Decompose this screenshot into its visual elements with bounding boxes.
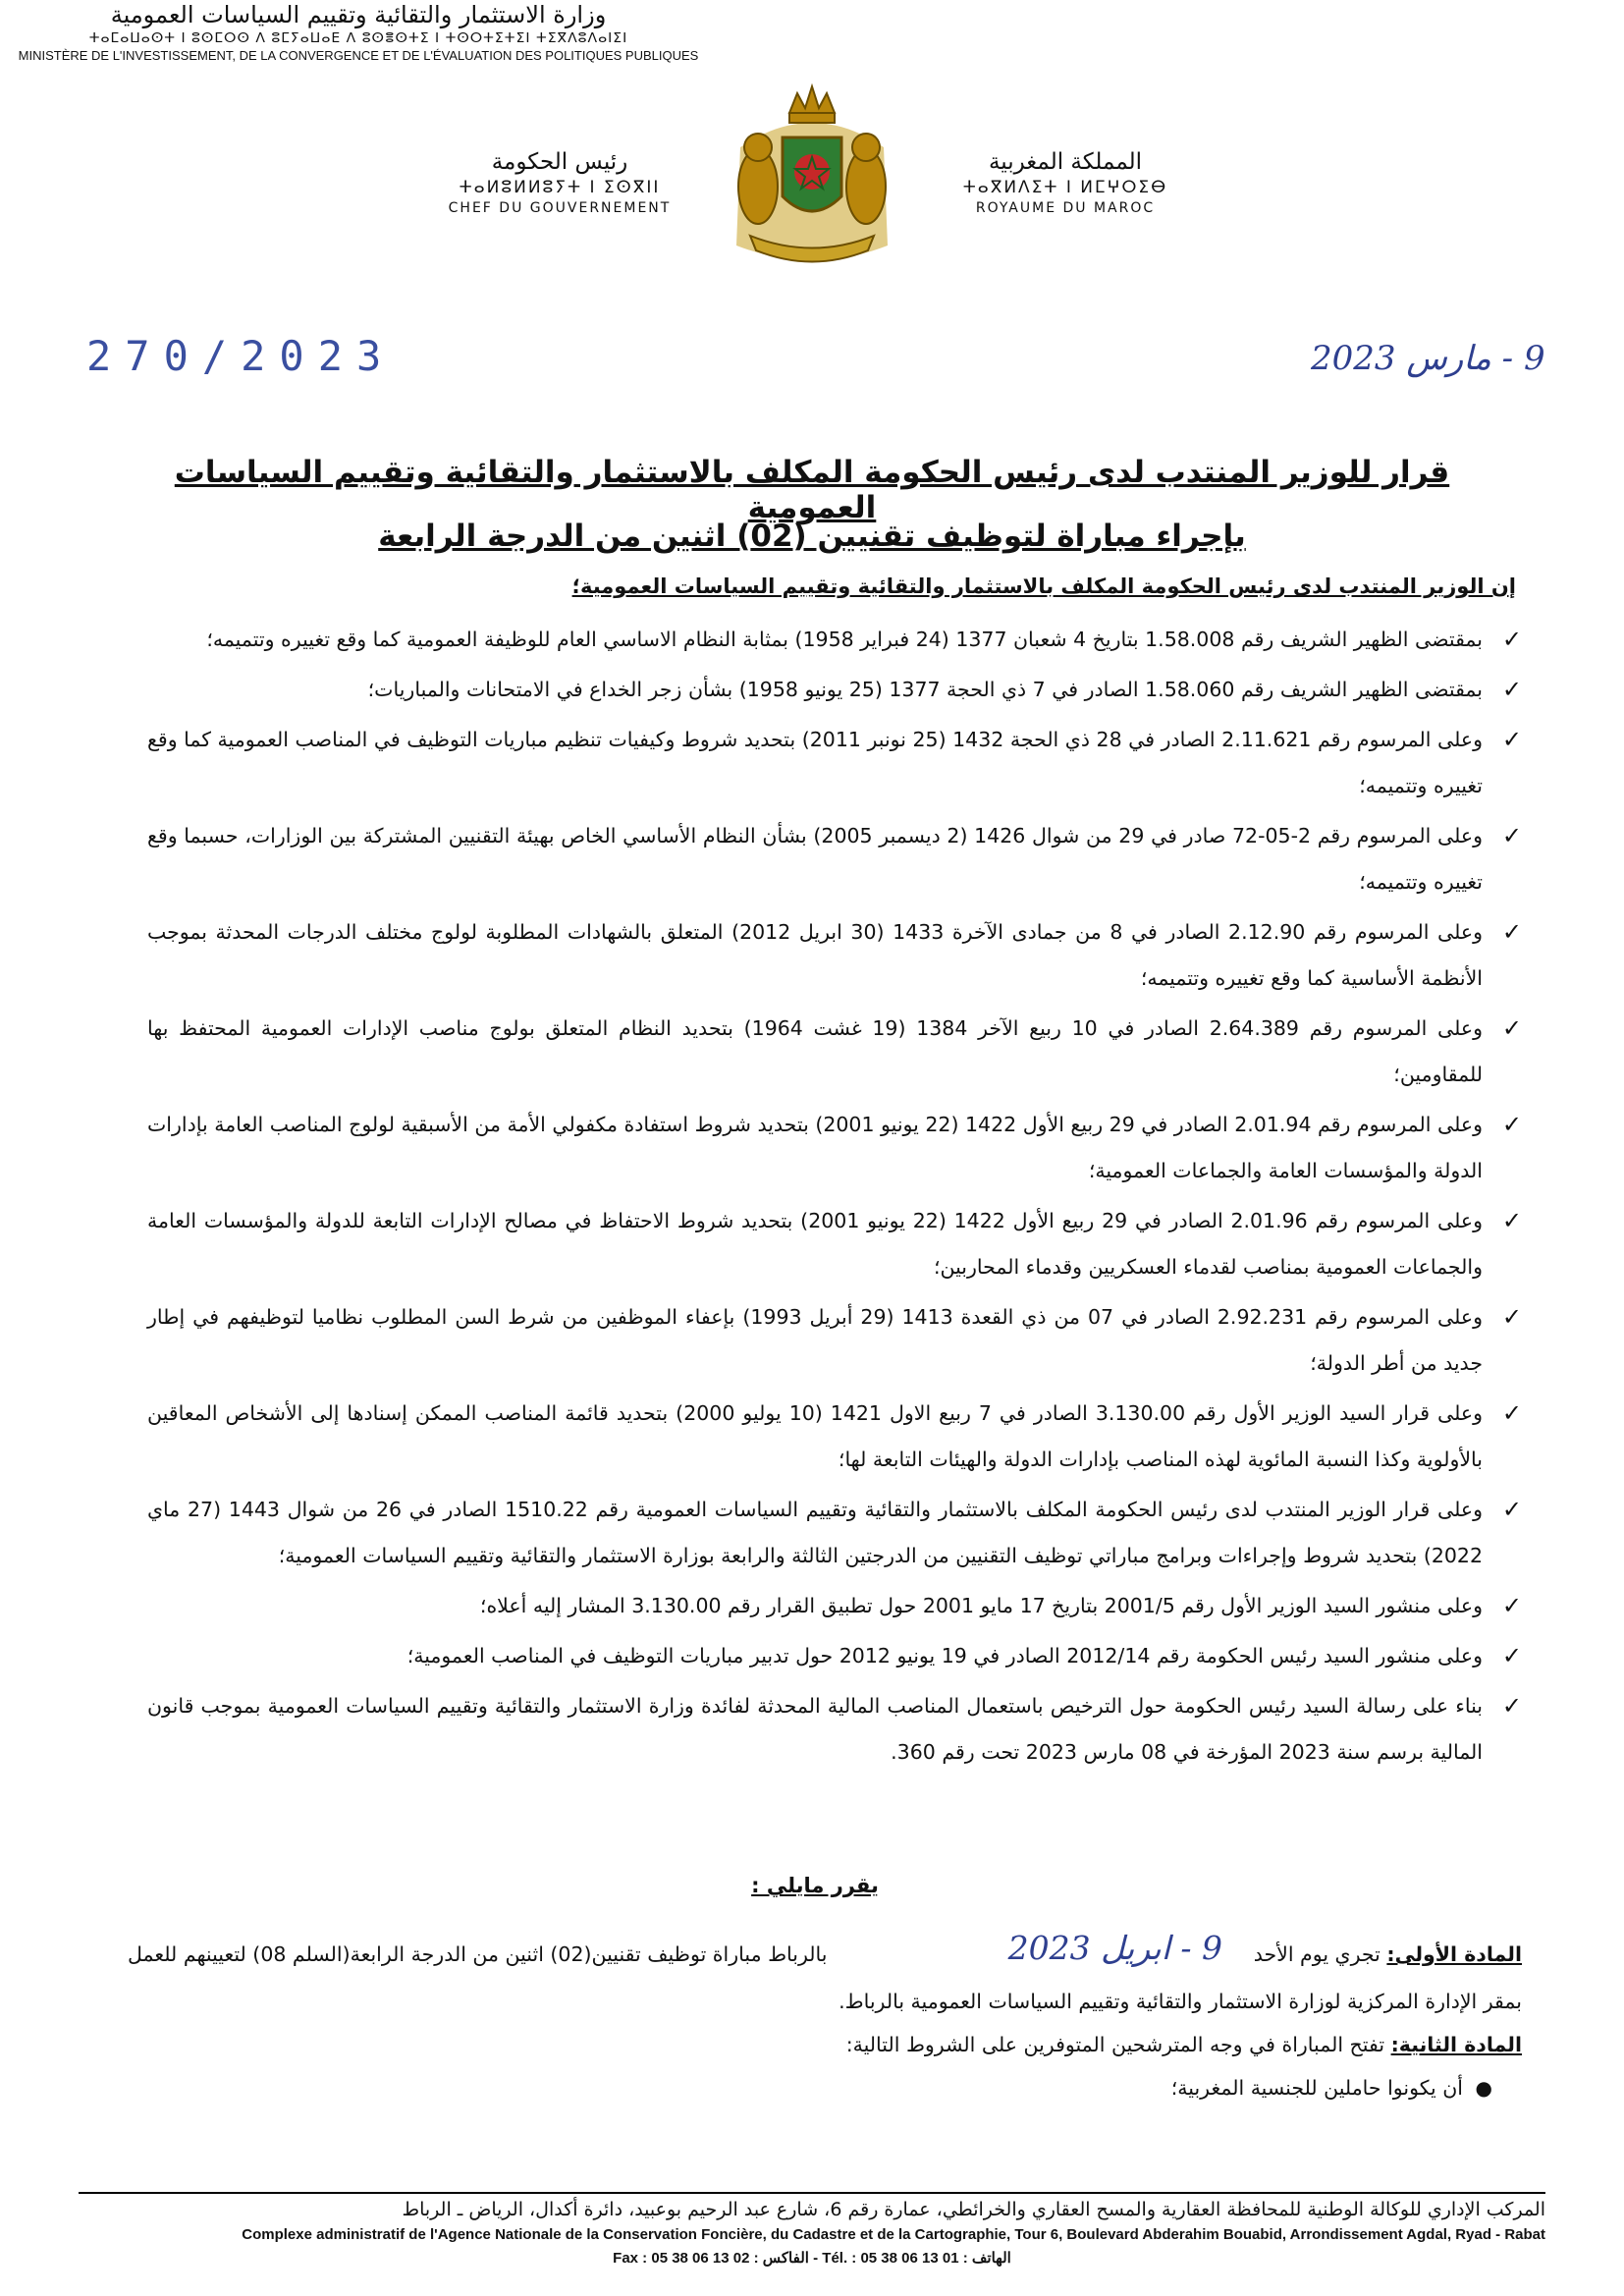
- list-item: ✓ وعلى المرسوم رقم 2.01.94 الصادر في 29 ربيع الأول 1422 (22 يونيو 2001) بتحديد شروط استفادة مكفولي الأمة من الأسبقية لولوج المناصب العامة بإدارات الدولة والمؤسسات العامة والجماعات العمومية؛: [147, 1102, 1522, 1194]
- list-item: ✓ وعلى المرسوم رقم 2.12.90 الصادر في 8 من جمادى الآخرة 1433 (30 ابريل 2012) المتعلق بالشهادات المطلوبة لولوج مختلف الدرجات المحدثة بموجب الأنظمة الأساسية كما وقع تغييره وتتميمه؛: [147, 909, 1522, 1002]
- checkmark-icon: ✓: [1501, 918, 1522, 946]
- list-item: ✓ بمقتضى الظهير الشريف رقم 1.58.008 بتاريخ 4 شعبان 1377 (24 فبراير 1958) بمثابة النظام الاساسي العام للوظيفة العمومية كما وقع تغييره وتتميمه؛: [147, 617, 1522, 663]
- ministry-header: [0, 0, 717, 65]
- checkmark-icon: ✓: [1501, 1111, 1522, 1138]
- article1-text-continued: بالرباط مباراة توظيف تقنيين(02) اثنين من الدرجة الرابعة(السلم 08) لتعيينهم للعمل: [128, 1942, 828, 1966]
- list-item: ✓ وعلى قرار الوزير المنتدب لدى رئيس الحكومة المكلف بالاستثمار والتقائية وتقييم السياسات العمومية رقم 1510.22 الصادر في 26 من شوال 1443 (27 ماي 2022) بتحديد شروط وإجراءات وبرامج مباراتي توظيف التقنيين من الدرجتين الثالثة والرابعة بوزارة الاستثمار والتقائية وتقييم السياسات العمومية؛: [147, 1487, 1522, 1579]
- checkmark-icon: ✓: [1501, 676, 1522, 703]
- article2-label: المادة الثانية:: [1390, 2033, 1522, 2056]
- checkmark-icon: ✓: [1501, 1303, 1522, 1331]
- coat-of-arms-icon: [721, 79, 903, 275]
- footer-address-ar: المركب الإداري للوكالة الوطنية للمحافظة العقارية والمسح العقاري والخرائطي، عمارة رقم 6، شارع عبد الرحيم بوعبيد، دائرة أكدال، الرياض ـ الرباط: [402, 2199, 1545, 2220]
- royaume-header: [943, 147, 1188, 218]
- ministry-ar: وزارة الاستثمار والتقائية وتقييم السياسات العمومية: [110, 1, 607, 28]
- checkmark-icon: ✓: [1501, 1399, 1522, 1427]
- checkmark-icon: ✓: [1501, 726, 1522, 753]
- list-item: ✓ وعلى قرار السيد الوزير الأول رقم 3.130.00 الصادر في 7 ربيع الاول 1421 (10 يوليو 2000) بتحديد قائمة المناصب الممكن إسنادها إلى الأشخاص المعاقين بالأولوية وكذا النسبة المائوية لهذه المناصب بإدارات الدولة والهيئات التابعة لها؛: [147, 1391, 1522, 1483]
- ministry-fr: MINISTÈRE DE L'INVESTISSEMENT, DE LA CONVERGENCE ET DE L'ÉVALUATION DES POLITIQUES PUBLIQUES: [18, 48, 699, 63]
- list-item: ✓ وعلى المرسوم رقم 2-05-72 صادر في 29 من شوال 1426 (2 ديسمبر 2005) بشأن النظام الأساسي الخاص بهيئة التقنيين المشتركة بين الوزارات، حسبما وقع تغييره وتتميمه؛: [147, 813, 1522, 905]
- chef-gouvernement-fr: CHEF DU GOUVERNEMENT: [448, 200, 672, 216]
- list-item: ✓ وعلى المرسوم رقم 2.01.96 الصادر في 29 ربيع الأول 1422 (22 يونيو 2001) بتحديد شروط الاحتفاظ في مصالح الإدارات التابعة للدولة والمؤسسات العامة والجماعات العمومية بمناصب لقدماء العسكريين وقدماء المحاربين؛: [147, 1198, 1522, 1290]
- article1-date-stamp: 9 - ابريل 2023: [1007, 1929, 1222, 1967]
- list-item: ✓ وعلى المرسوم رقم 2.11.621 الصادر في 28 ذي الحجة 1432 (25 نونبر 2011) بتحديد شروط وكيفيات تنظيم مباريات التوظيف في المناصب العمومية كما وقع تغييره وتتميمه؛: [147, 717, 1522, 809]
- list-item: ✓ وعلى المرسوم رقم 2.92.231 الصادر في 07 من ذي القعدة 1413 (29 أبريل 1993) بإعفاء الموظفين من شرط السن المطلوب نظاميا لتوظيفهم في إطار جديد من أطر الدولة؛: [147, 1294, 1522, 1387]
- reference-number: 270/2023: [86, 332, 396, 380]
- list-item: ✓ وعلى منشور السيد الوزير الأول رقم 2001/5 بتاريخ 17 مايو 2001 حول تطبيق القرار رقم 3.130.00 المشار إليه أعلاه؛: [147, 1583, 1522, 1629]
- decision-title-line2: بإجراء مباراة لتوظيف تقنيين (02) اثنين من الدرجة الرابعة: [378, 519, 1246, 554]
- checkmark-icon: ✓: [1501, 1014, 1522, 1042]
- preamble: إن الوزير المنتدب لدى رئيس الحكومة المكلف بالاستثمار والتقائية وتقييم السياسات العمومية؛: [571, 574, 1516, 598]
- article1-line2: بمقر الإدارة المركزية لوزارة الاستثمار والتقائية وتقييم السياسات العمومية بالرباط.: [839, 1990, 1522, 2013]
- footer-divider: [79, 2192, 1545, 2194]
- chef-gouvernement-tifinagh: ⵜⴰⵍⵓⵍⵍⵓⵢⵜ ⵏ ⵉⵙⴳⵏⵏ: [459, 178, 661, 197]
- checkmark-icon: ✓: [1501, 626, 1522, 653]
- royaume-ar: المملكة المغربية: [988, 149, 1143, 175]
- checkmark-icon: ✓: [1501, 822, 1522, 849]
- considerations-list: [147, 617, 1522, 1779]
- checkmark-icon: ✓: [1501, 1642, 1522, 1669]
- decision-title-line1: قرار للوزير المنتدب لدى رئيس الحكومة المكلف بالاستثمار والتقائية وتقييم السياسات العمومية: [174, 455, 1450, 525]
- list-item: ✓ بمقتضى الظهير الشريف رقم 1.58.060 الصادر في 7 ذي الحجة 1377 (25 يونيو 1958) بشأن زجر الخداع في الامتحانات والمباريات؛: [147, 667, 1522, 713]
- list-item: ✓ بناء على رسالة السيد رئيس الحكومة حول الترخيص باستعمال المناصب المالية المحدثة لفائدة وزارة الاستثمار والتقائية وتقييم السياسات العمومية بموجب قانون المالية برسم سنة 2023 المؤرخة في 08 مارس 2023 تحت رقم 360.: [147, 1683, 1522, 1776]
- date-stamp: 9 - مارس 2023: [1311, 339, 1545, 378]
- footer-address-fr: Complexe administratif de l'Agence Nationale de la Conservation Foncière, du Cadastre et de la Cartographie, Tour 6, Boulevard Abderahim Bouabid, Arrondissement Agdal, Ryad - Rabat: [242, 2226, 1545, 2243]
- article2: [128, 2023, 1522, 2066]
- decides-heading: يقرر مايلي :: [751, 1874, 879, 1897]
- checkmark-icon: ✓: [1501, 1692, 1522, 1720]
- footer-contact: Fax : 05 38 06 13 02 : الفاكس - Tél. : 05 38 06 13 01 : الهاتف: [613, 2250, 1011, 2267]
- royaume-tifinagh: ⵜⴰⴳⵍⴷⵉⵜ ⵏ ⵍⵎⵖⵔⵉⴱ: [962, 178, 1168, 197]
- article2-text: تفتح المباراة في وجه المترشحين المتوفرين على الشروط التالية:: [845, 2033, 1385, 2056]
- chef-gouvernement-header: [432, 147, 687, 218]
- article1-line1: [128, 1929, 1522, 1980]
- chef-gouvernement-ar: رئيس الحكومة: [491, 149, 628, 175]
- checkmark-icon: ✓: [1501, 1592, 1522, 1619]
- list-item: ✓ وعلى المرسوم رقم 2.64.389 الصادر في 10 ربيع الآخر 1384 (19 غشت 1964) بتحديد النظام المتعلق بولوج مناصب الإدارات العمومية المحتفظ بها للمقاومين؛: [147, 1006, 1522, 1098]
- checkmark-icon: ✓: [1501, 1496, 1522, 1523]
- articles: [128, 1929, 1522, 2109]
- ministry-tifinagh: ⵜⴰⵎⴰⵡⴰⵙⵜ ⵏ ⵓⵙⵎⵔⵙ ⴷ ⵓⵎⵢⴰⵡⴰⴹ ⴷ ⵓⵙⴻⵙⵜⵉ ⵏ ⵜⵙⵔⵜⵉⵜⵉⵏ ⵜⵉⴳⴷⵓⴷⴰⵏⵉⵏ: [88, 30, 628, 46]
- bullet-icon: ●: [1475, 2076, 1492, 2100]
- footer: [79, 2196, 1545, 2270]
- list-item: ● أن يكونوا حاملين للجنسية المغربية؛: [128, 2066, 1522, 2109]
- royaume-fr: ROYAUME DU MAROC: [975, 200, 1156, 216]
- list-item: ✓ وعلى منشور السيد رئيس الحكومة رقم 2012/14 الصادر في 19 يونيو 2012 حول تدبير مباريات التوظيف في المناصب العمومية؛: [147, 1633, 1522, 1679]
- article1-text: تجري يوم الأحد: [1253, 1942, 1380, 1966]
- article1-label: المادة الأولى:: [1386, 1942, 1522, 1966]
- checkmark-icon: ✓: [1501, 1207, 1522, 1234]
